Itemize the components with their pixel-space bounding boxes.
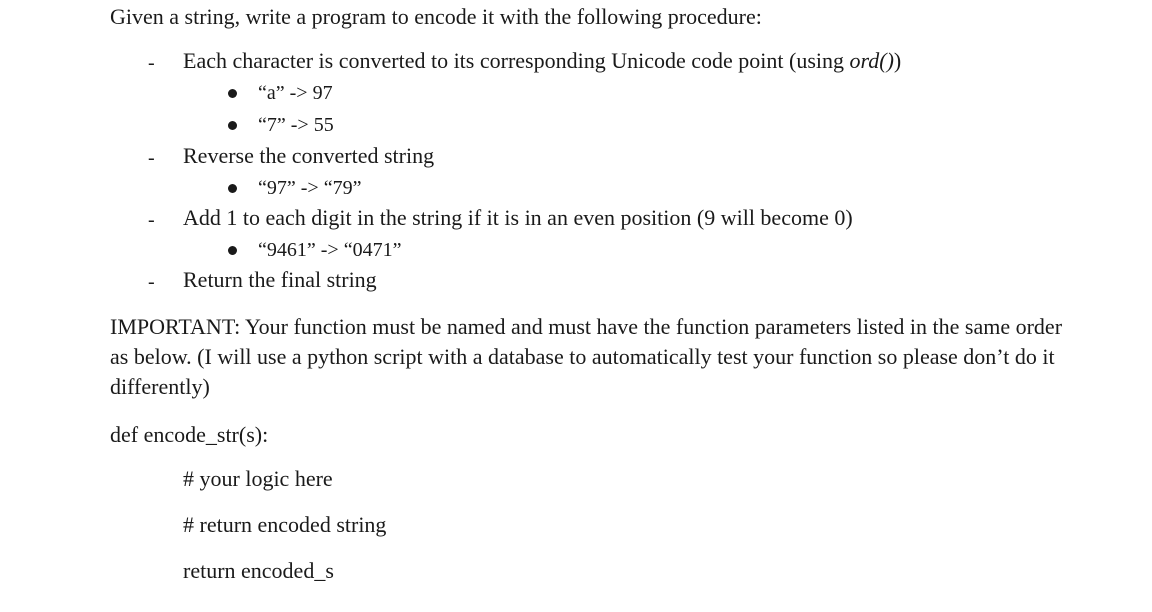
step-2-dash: - — [148, 147, 155, 169]
code-comment-return: # return encoded string — [183, 512, 387, 537]
bullet-icon — [228, 184, 237, 193]
step-3-text: Add 1 to each digit in the string if it is in an even position (9 will become 0) — [183, 205, 853, 230]
code-return-line: return encoded_s — [183, 558, 334, 583]
step-3-example-1: “9461” -> “0471” — [258, 239, 402, 261]
step-4-dash: - — [148, 271, 155, 293]
step-1-text-before: Each character is converted to its corresponding Unicode code point (using — [183, 48, 850, 73]
bullet-icon — [228, 246, 237, 255]
important-note: IMPORTANT: Your function must be named and must have the function parameters listed in the same order as below. (I will use a python script with a database to automatically test your function so please don’t do it differently) — [110, 314, 1063, 399]
step-4-text: Return the final string — [183, 267, 377, 292]
bullet-icon — [228, 89, 237, 98]
step-1-text — [183, 48, 901, 74]
step-1-text-after: ) — [893, 48, 902, 73]
step-3-dash: - — [148, 209, 155, 231]
code-comment-logic: # your logic here — [183, 466, 333, 491]
step-2-example-1: “97” -> “79” — [258, 177, 362, 199]
code-signature: def encode_str(s): — [110, 422, 269, 447]
bullet-icon — [228, 121, 237, 130]
step-1-example-2: “7” -> 55 — [258, 114, 334, 136]
step-1-example-1: “a” -> 97 — [258, 82, 333, 104]
step-1-code: ord() — [849, 48, 894, 73]
intro-text: Given a string, write a program to encode it with the following procedure: — [110, 4, 762, 29]
step-1-dash: - — [148, 52, 155, 74]
step-2-text: Reverse the converted string — [183, 143, 435, 168]
